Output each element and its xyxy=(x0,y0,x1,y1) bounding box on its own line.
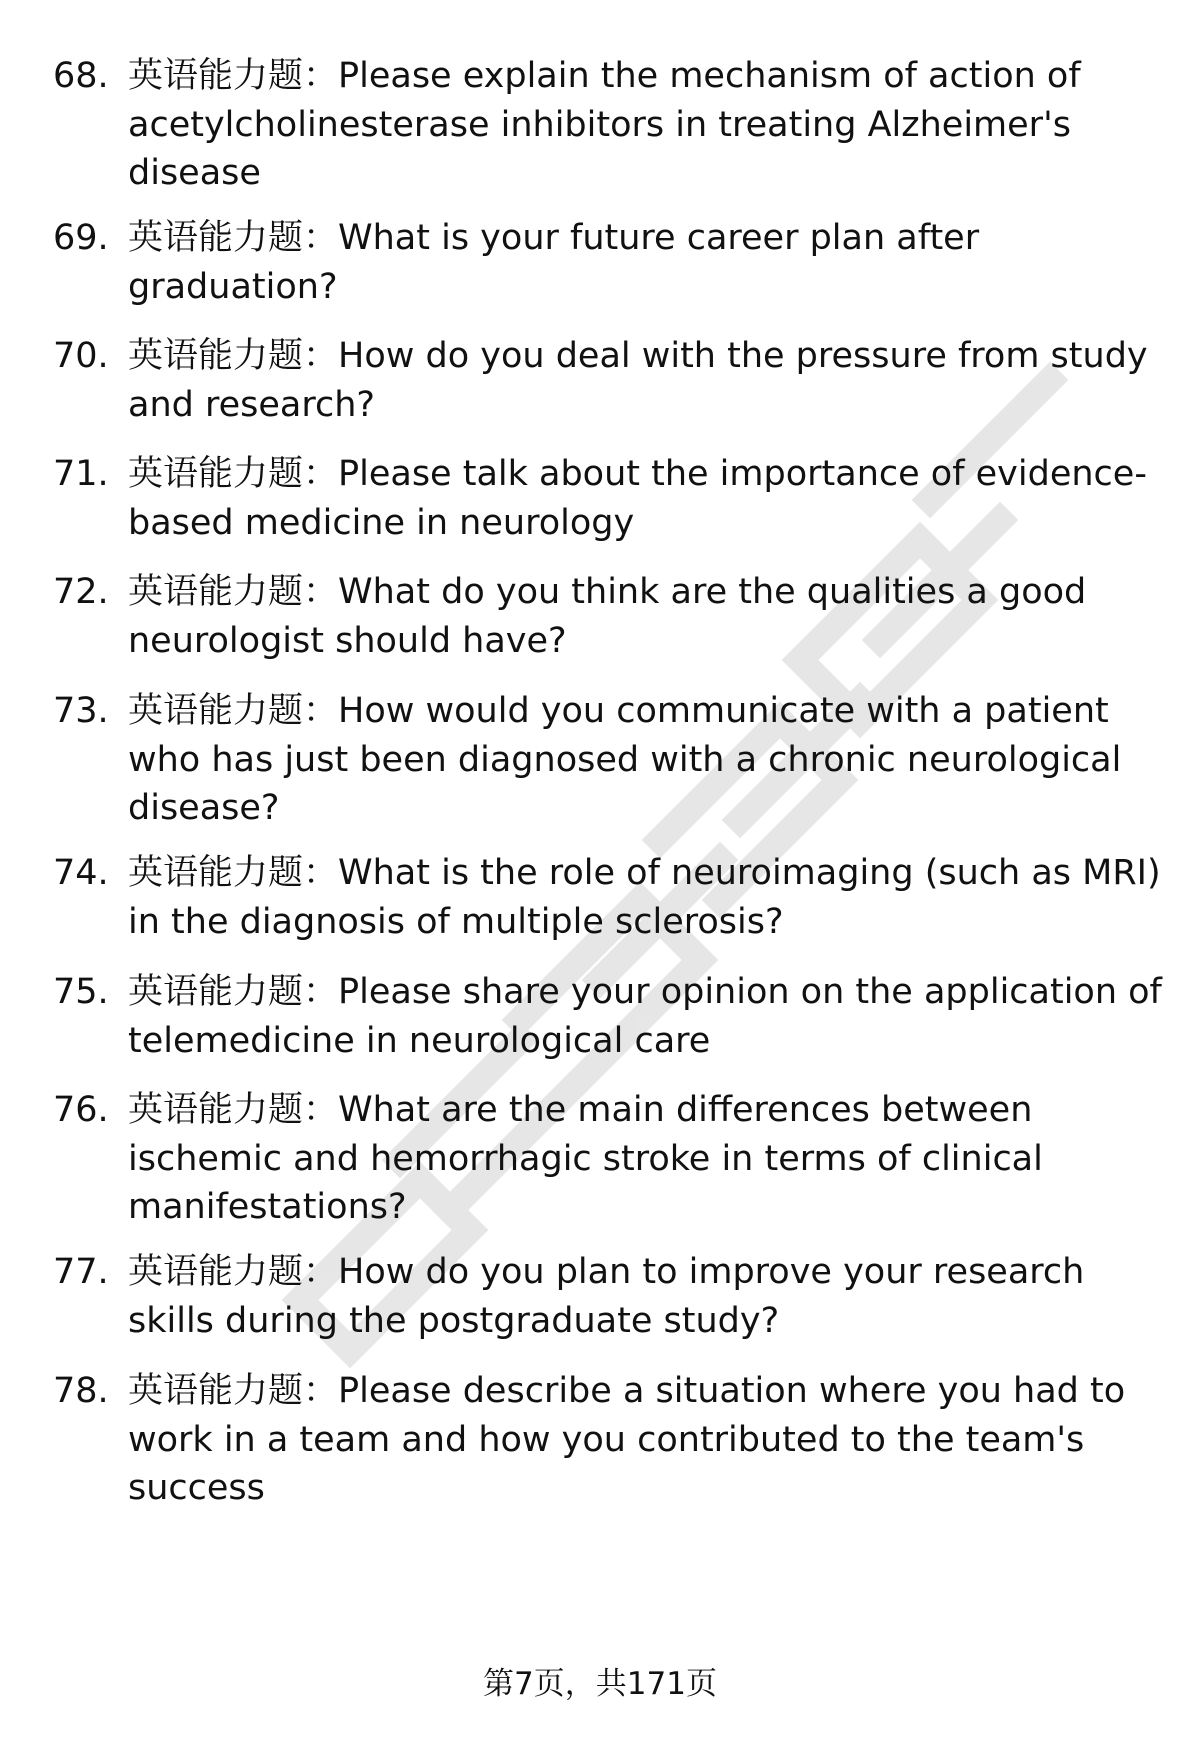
question-body xyxy=(128,52,1173,198)
question-number: 78. xyxy=(53,1371,109,1411)
question-body xyxy=(128,1086,1173,1232)
question-body xyxy=(128,214,1173,311)
question-body xyxy=(128,568,1173,665)
question-prefix: 英语能力题： xyxy=(128,572,339,612)
question-number: 76. xyxy=(53,1090,109,1130)
question-body xyxy=(128,332,1173,429)
question-prefix: 英语能力题： xyxy=(128,1090,339,1130)
question-prefix: 英语能力题： xyxy=(128,853,339,893)
page-footer xyxy=(0,1664,1200,1704)
question-text: How would you communicate with a patient who has just been diagnosed with a chronic neurological disease? xyxy=(128,691,1122,828)
question-number: 68. xyxy=(53,56,109,96)
question-text: How do you deal with the pressure from study and research? xyxy=(128,336,1148,425)
question-text: What is your future career plan after graduation? xyxy=(128,218,980,307)
question-text: Please share your opinion on the application of telemedicine in neurological care xyxy=(128,972,1162,1061)
question-number: 69. xyxy=(53,218,109,258)
question-body xyxy=(128,849,1173,946)
question-prefix: 英语能力题： xyxy=(128,454,339,494)
question-body xyxy=(128,450,1173,547)
question-prefix: 英语能力题： xyxy=(128,336,339,376)
question-prefix: 英语能力题： xyxy=(128,691,339,731)
question-number: 75. xyxy=(53,972,109,1012)
question-text: What do you think are the qualities a good neurologist should have? xyxy=(128,572,1087,661)
question-prefix: 英语能力题： xyxy=(128,1252,339,1292)
question-prefix: 英语能力题： xyxy=(128,972,339,1012)
question-number: 73. xyxy=(53,691,109,731)
question-body xyxy=(128,968,1173,1065)
page-number-label: 第7页，共171页 xyxy=(483,1666,717,1702)
question-prefix: 英语能力题： xyxy=(128,1371,339,1411)
question-number: 72. xyxy=(53,572,109,612)
question-body xyxy=(128,1367,1173,1513)
question-prefix: 英语能力题： xyxy=(128,218,339,258)
question-number: 70. xyxy=(53,336,109,376)
question-text: What are the main differences between ischemic and hemorrhagic stroke in terms of clinical manifestations? xyxy=(128,1090,1043,1227)
question-text: How do you plan to improve your research skills during the postgraduate study? xyxy=(128,1252,1085,1341)
question-text: Please talk about the importance of evidence-based medicine in neurology xyxy=(128,454,1147,543)
question-body xyxy=(128,687,1173,833)
question-number: 77. xyxy=(53,1252,109,1292)
question-text: Please describe a situation where you had to work in a team and how you contributed to the team's success xyxy=(128,1371,1126,1508)
question-number: 74. xyxy=(53,853,109,893)
question-number: 71. xyxy=(53,454,109,494)
question-body xyxy=(128,1248,1173,1345)
question-prefix: 英语能力题： xyxy=(128,56,339,96)
question-text: Please explain the mechanism of action of acetylcholinesterase inhibitors in treating Alzheimer's disease xyxy=(128,56,1081,193)
question-text: What is the role of neuroimaging (such as MRI) in the diagnosis of multiple sclerosis? xyxy=(128,853,1161,942)
